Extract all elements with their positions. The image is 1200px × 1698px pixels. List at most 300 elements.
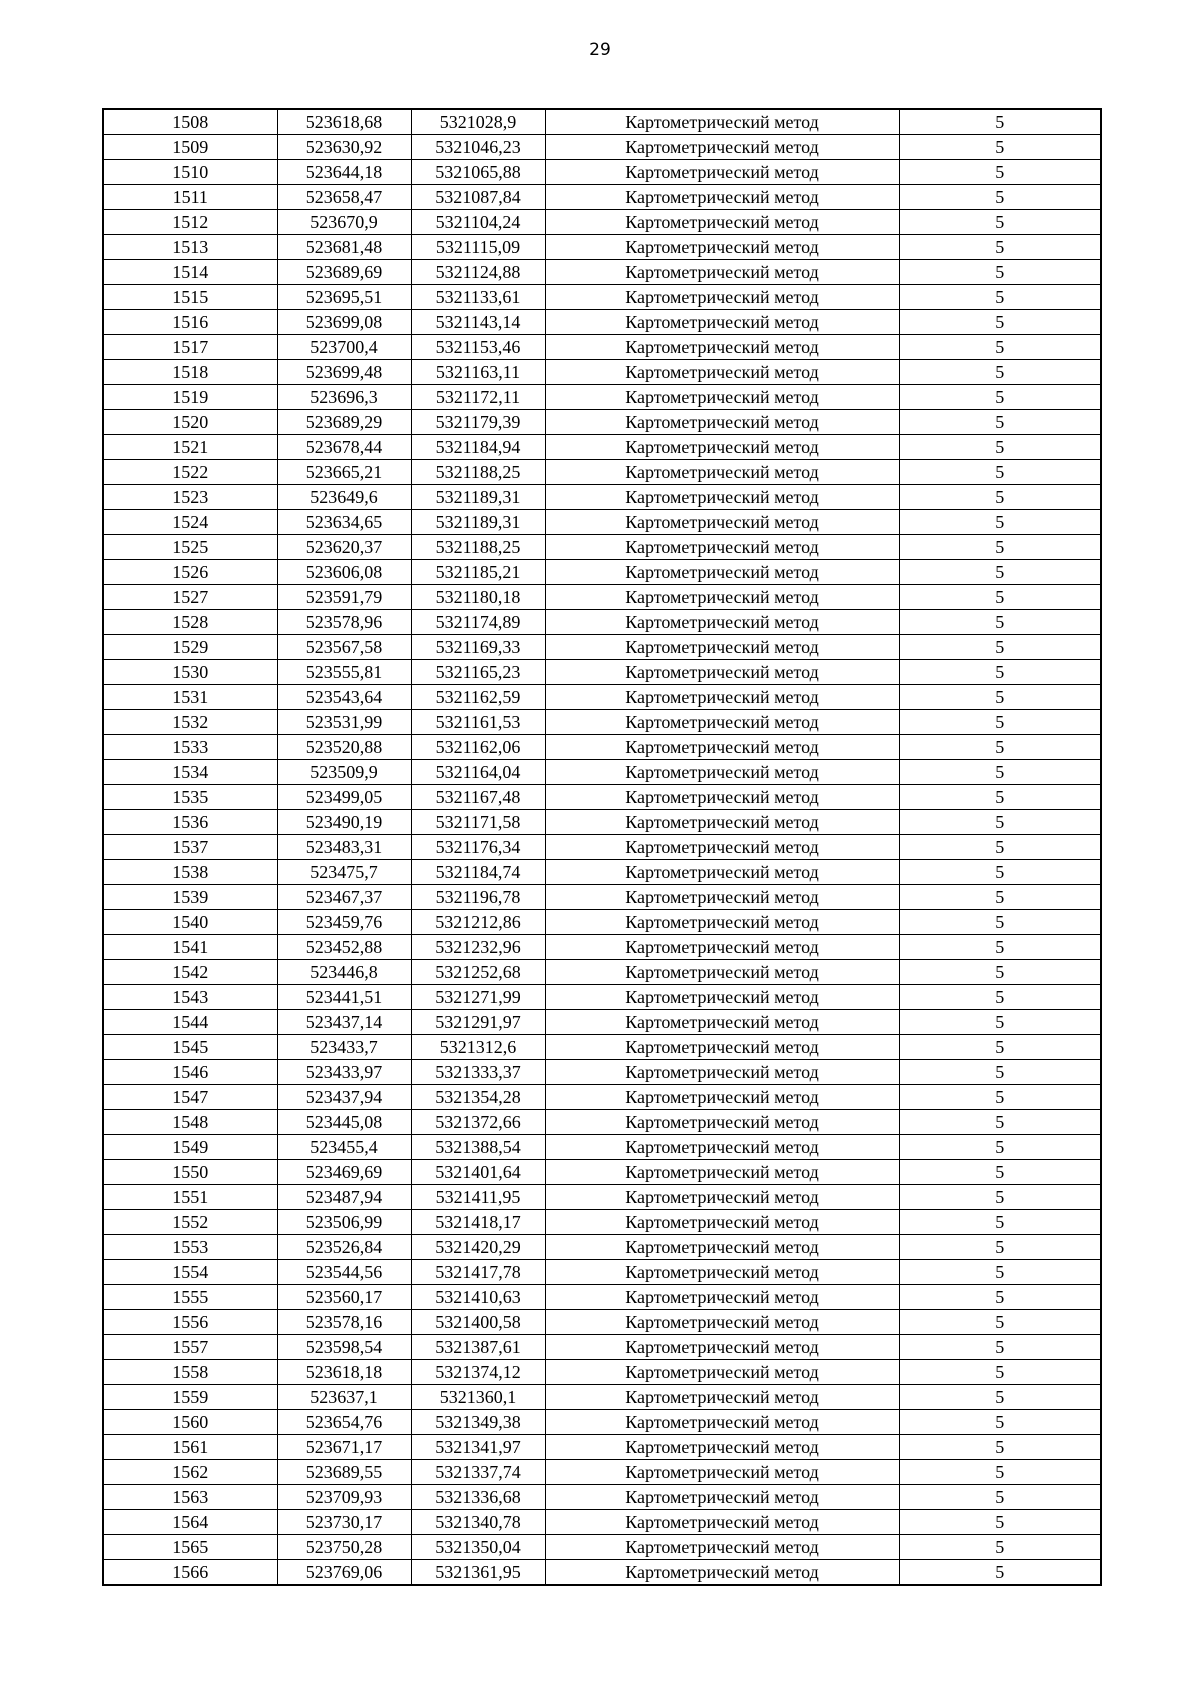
table-row <box>103 710 1101 735</box>
x-coordinate-cell: 523678,44 <box>277 435 411 460</box>
y-coordinate-cell: 5321162,59 <box>411 685 545 710</box>
point-number-cell: 1508 <box>103 109 277 135</box>
accuracy-cell: 5 <box>899 1160 1101 1185</box>
table-row <box>103 835 1101 860</box>
method-cell: Картометрический метод <box>545 1460 899 1485</box>
x-coordinate-cell: 523445,08 <box>277 1110 411 1135</box>
method-cell: Картометрический метод <box>545 1485 899 1510</box>
y-coordinate-cell: 5321104,24 <box>411 210 545 235</box>
x-coordinate-cell: 523618,68 <box>277 109 411 135</box>
y-coordinate-cell: 5321161,53 <box>411 710 545 735</box>
point-number-cell: 1531 <box>103 685 277 710</box>
point-number-cell: 1551 <box>103 1185 277 1210</box>
point-number-cell: 1536 <box>103 810 277 835</box>
point-number-cell: 1534 <box>103 760 277 785</box>
method-cell: Картометрический метод <box>545 1560 899 1586</box>
x-coordinate-cell: 523455,4 <box>277 1135 411 1160</box>
accuracy-cell: 5 <box>899 1135 1101 1160</box>
x-coordinate-cell: 523526,84 <box>277 1235 411 1260</box>
table-row <box>103 310 1101 335</box>
accuracy-cell: 5 <box>899 435 1101 460</box>
table-row <box>103 235 1101 260</box>
method-cell: Картометрический метод <box>545 810 899 835</box>
x-coordinate-cell: 523520,88 <box>277 735 411 760</box>
point-number-cell: 1522 <box>103 460 277 485</box>
point-number-cell: 1564 <box>103 1510 277 1535</box>
table-row <box>103 135 1101 160</box>
accuracy-cell: 5 <box>899 385 1101 410</box>
y-coordinate-cell: 5321312,6 <box>411 1035 545 1060</box>
method-cell: Картометрический метод <box>545 635 899 660</box>
accuracy-cell: 5 <box>899 935 1101 960</box>
y-coordinate-cell: 5321372,66 <box>411 1110 545 1135</box>
table-row <box>103 160 1101 185</box>
accuracy-cell: 5 <box>899 535 1101 560</box>
accuracy-cell: 5 <box>899 1010 1101 1035</box>
table-row <box>103 1010 1101 1035</box>
point-number-cell: 1562 <box>103 1460 277 1485</box>
point-number-cell: 1555 <box>103 1285 277 1310</box>
x-coordinate-cell: 523637,1 <box>277 1385 411 1410</box>
method-cell: Картометрический метод <box>545 860 899 885</box>
accuracy-cell: 5 <box>899 635 1101 660</box>
method-cell: Картометрический метод <box>545 1435 899 1460</box>
point-number-cell: 1544 <box>103 1010 277 1035</box>
point-number-cell: 1529 <box>103 635 277 660</box>
x-coordinate-cell: 523567,58 <box>277 635 411 660</box>
table-row <box>103 109 1101 135</box>
point-number-cell: 1547 <box>103 1085 277 1110</box>
point-number-cell: 1545 <box>103 1035 277 1060</box>
point-number-cell: 1546 <box>103 1060 277 1085</box>
x-coordinate-cell: 523620,37 <box>277 535 411 560</box>
accuracy-cell: 5 <box>899 1535 1101 1560</box>
accuracy-cell: 5 <box>899 310 1101 335</box>
accuracy-cell: 5 <box>899 1510 1101 1535</box>
y-coordinate-cell: 5321387,61 <box>411 1335 545 1360</box>
method-cell: Картометрический метод <box>545 360 899 385</box>
point-number-cell: 1541 <box>103 935 277 960</box>
point-number-cell: 1538 <box>103 860 277 885</box>
table-row <box>103 860 1101 885</box>
y-coordinate-cell: 5321411,95 <box>411 1185 545 1210</box>
point-number-cell: 1535 <box>103 785 277 810</box>
method-cell: Картометрический метод <box>545 1385 899 1410</box>
x-coordinate-cell: 523452,88 <box>277 935 411 960</box>
point-number-cell: 1539 <box>103 885 277 910</box>
x-coordinate-cell: 523560,17 <box>277 1285 411 1310</box>
point-number-cell: 1540 <box>103 910 277 935</box>
method-cell: Картометрический метод <box>545 1310 899 1335</box>
table-row <box>103 685 1101 710</box>
accuracy-cell: 5 <box>899 1085 1101 1110</box>
point-number-cell: 1521 <box>103 435 277 460</box>
point-number-cell: 1560 <box>103 1410 277 1435</box>
table-row <box>103 1485 1101 1510</box>
x-coordinate-cell: 523578,16 <box>277 1310 411 1335</box>
y-coordinate-cell: 5321400,58 <box>411 1310 545 1335</box>
accuracy-cell: 5 <box>899 360 1101 385</box>
table-row <box>103 810 1101 835</box>
y-coordinate-cell: 5321410,63 <box>411 1285 545 1310</box>
y-coordinate-cell: 5321065,88 <box>411 160 545 185</box>
method-cell: Картометрический метод <box>545 160 899 185</box>
y-coordinate-cell: 5321189,31 <box>411 485 545 510</box>
method-cell: Картометрический метод <box>545 610 899 635</box>
y-coordinate-cell: 5321340,78 <box>411 1510 545 1535</box>
table-row <box>103 885 1101 910</box>
x-coordinate-cell: 523696,3 <box>277 385 411 410</box>
table-row <box>103 1060 1101 1085</box>
accuracy-cell: 5 <box>899 1460 1101 1485</box>
x-coordinate-cell: 523670,9 <box>277 210 411 235</box>
point-number-cell: 1543 <box>103 985 277 1010</box>
method-cell: Картометрический метод <box>545 260 899 285</box>
y-coordinate-cell: 5321167,48 <box>411 785 545 810</box>
point-number-cell: 1516 <box>103 310 277 335</box>
x-coordinate-cell: 523433,97 <box>277 1060 411 1085</box>
point-number-cell: 1511 <box>103 185 277 210</box>
page-number: 29 <box>589 40 611 60</box>
table-row <box>103 435 1101 460</box>
accuracy-cell: 5 <box>899 835 1101 860</box>
y-coordinate-cell: 5321361,95 <box>411 1560 545 1586</box>
table-row <box>103 760 1101 785</box>
method-cell: Картометрический метод <box>545 885 899 910</box>
table-row <box>103 1035 1101 1060</box>
table-row <box>103 1360 1101 1385</box>
y-coordinate-cell: 5321124,88 <box>411 260 545 285</box>
accuracy-cell: 5 <box>899 485 1101 510</box>
table-row <box>103 1535 1101 1560</box>
table-row <box>103 935 1101 960</box>
x-coordinate-cell: 523769,06 <box>277 1560 411 1586</box>
method-cell: Картометрический метод <box>545 510 899 535</box>
x-coordinate-cell: 523644,18 <box>277 160 411 185</box>
y-coordinate-cell: 5321115,09 <box>411 235 545 260</box>
point-number-cell: 1557 <box>103 1335 277 1360</box>
y-coordinate-cell: 5321189,31 <box>411 510 545 535</box>
method-cell: Картометрический метод <box>545 660 899 685</box>
point-number-cell: 1542 <box>103 960 277 985</box>
accuracy-cell: 5 <box>899 760 1101 785</box>
method-cell: Картометрический метод <box>545 1210 899 1235</box>
accuracy-cell: 5 <box>899 285 1101 310</box>
x-coordinate-cell: 523555,81 <box>277 660 411 685</box>
point-number-cell: 1537 <box>103 835 277 860</box>
table-row <box>103 1460 1101 1485</box>
table-row <box>103 785 1101 810</box>
y-coordinate-cell: 5321401,64 <box>411 1160 545 1185</box>
y-coordinate-cell: 5321349,38 <box>411 1410 545 1435</box>
accuracy-cell: 5 <box>899 960 1101 985</box>
table-row <box>103 485 1101 510</box>
accuracy-cell: 5 <box>899 1385 1101 1410</box>
point-number-cell: 1549 <box>103 1135 277 1160</box>
accuracy-cell: 5 <box>899 660 1101 685</box>
table-row <box>103 1210 1101 1235</box>
x-coordinate-cell: 523487,94 <box>277 1185 411 1210</box>
accuracy-cell: 5 <box>899 1235 1101 1260</box>
y-coordinate-cell: 5321350,04 <box>411 1535 545 1560</box>
x-coordinate-cell: 523467,37 <box>277 885 411 910</box>
table-row <box>103 1310 1101 1335</box>
y-coordinate-cell: 5321337,74 <box>411 1460 545 1485</box>
accuracy-cell: 5 <box>899 1310 1101 1335</box>
method-cell: Картометрический метод <box>545 109 899 135</box>
table-row <box>103 960 1101 985</box>
accuracy-cell: 5 <box>899 135 1101 160</box>
x-coordinate-cell: 523441,51 <box>277 985 411 1010</box>
table-row <box>103 185 1101 210</box>
accuracy-cell: 5 <box>899 235 1101 260</box>
table-row <box>103 910 1101 935</box>
y-coordinate-cell: 5321133,61 <box>411 285 545 310</box>
x-coordinate-cell: 523699,08 <box>277 310 411 335</box>
point-number-cell: 1526 <box>103 560 277 585</box>
point-number-cell: 1561 <box>103 1435 277 1460</box>
accuracy-cell: 5 <box>899 1260 1101 1285</box>
table-row <box>103 1285 1101 1310</box>
method-cell: Картометрический метод <box>545 985 899 1010</box>
x-coordinate-cell: 523578,96 <box>277 610 411 635</box>
method-cell: Картометрический метод <box>545 1535 899 1560</box>
x-coordinate-cell: 523446,8 <box>277 960 411 985</box>
method-cell: Картометрический метод <box>545 935 899 960</box>
table-row <box>103 1385 1101 1410</box>
table-row <box>103 1510 1101 1535</box>
accuracy-cell: 5 <box>899 1335 1101 1360</box>
table-row <box>103 510 1101 535</box>
y-coordinate-cell: 5321252,68 <box>411 960 545 985</box>
x-coordinate-cell: 523591,79 <box>277 585 411 610</box>
table-row <box>103 335 1101 360</box>
accuracy-cell: 5 <box>899 1360 1101 1385</box>
accuracy-cell: 5 <box>899 160 1101 185</box>
method-cell: Картометрический метод <box>545 385 899 410</box>
point-number-cell: 1559 <box>103 1385 277 1410</box>
point-number-cell: 1512 <box>103 210 277 235</box>
point-number-cell: 1520 <box>103 410 277 435</box>
point-number-cell: 1528 <box>103 610 277 635</box>
y-coordinate-cell: 5321418,17 <box>411 1210 545 1235</box>
accuracy-cell: 5 <box>899 335 1101 360</box>
table-row <box>103 1135 1101 1160</box>
accuracy-cell: 5 <box>899 109 1101 135</box>
y-coordinate-cell: 5321184,74 <box>411 860 545 885</box>
method-cell: Картометрический метод <box>545 1060 899 1085</box>
table-row <box>103 635 1101 660</box>
point-number-cell: 1552 <box>103 1210 277 1235</box>
accuracy-cell: 5 <box>899 1410 1101 1435</box>
method-cell: Картометрический метод <box>545 1360 899 1385</box>
y-coordinate-cell: 5321184,94 <box>411 435 545 460</box>
y-coordinate-cell: 5321354,28 <box>411 1085 545 1110</box>
point-number-cell: 1550 <box>103 1160 277 1185</box>
x-coordinate-cell: 523654,76 <box>277 1410 411 1435</box>
y-coordinate-cell: 5321333,37 <box>411 1060 545 1085</box>
y-coordinate-cell: 5321164,04 <box>411 760 545 785</box>
point-number-cell: 1553 <box>103 1235 277 1260</box>
point-number-cell: 1519 <box>103 385 277 410</box>
point-number-cell: 1558 <box>103 1360 277 1385</box>
x-coordinate-cell: 523689,69 <box>277 260 411 285</box>
method-cell: Картометрический метод <box>545 310 899 335</box>
x-coordinate-cell: 523433,7 <box>277 1035 411 1060</box>
y-coordinate-cell: 5321046,23 <box>411 135 545 160</box>
method-cell: Картометрический метод <box>545 335 899 360</box>
method-cell: Картометрический метод <box>545 535 899 560</box>
table-row <box>103 660 1101 685</box>
table-row <box>103 1260 1101 1285</box>
x-coordinate-cell: 523509,9 <box>277 760 411 785</box>
accuracy-cell: 5 <box>899 185 1101 210</box>
x-coordinate-cell: 523709,93 <box>277 1485 411 1510</box>
x-coordinate-cell: 523671,17 <box>277 1435 411 1460</box>
point-number-cell: 1509 <box>103 135 277 160</box>
method-cell: Картометрический метод <box>545 1035 899 1060</box>
accuracy-cell: 5 <box>899 610 1101 635</box>
accuracy-cell: 5 <box>899 410 1101 435</box>
x-coordinate-cell: 523483,31 <box>277 835 411 860</box>
method-cell: Картометрический метод <box>545 285 899 310</box>
method-cell: Картометрический метод <box>545 960 899 985</box>
table-row <box>103 285 1101 310</box>
table-row <box>103 585 1101 610</box>
table-row <box>103 1085 1101 1110</box>
accuracy-cell: 5 <box>899 1185 1101 1210</box>
method-cell: Картометрический метод <box>545 1135 899 1160</box>
coordinates-table <box>102 108 1102 1586</box>
method-cell: Картометрический метод <box>545 1335 899 1360</box>
accuracy-cell: 5 <box>899 585 1101 610</box>
accuracy-cell: 5 <box>899 1210 1101 1235</box>
x-coordinate-cell: 523689,55 <box>277 1460 411 1485</box>
y-coordinate-cell: 5321291,97 <box>411 1010 545 1035</box>
table-row <box>103 260 1101 285</box>
accuracy-cell: 5 <box>899 1285 1101 1310</box>
y-coordinate-cell: 5321165,23 <box>411 660 545 685</box>
point-number-cell: 1556 <box>103 1310 277 1335</box>
y-coordinate-cell: 5321341,97 <box>411 1435 545 1460</box>
method-cell: Картометрический метод <box>545 710 899 735</box>
method-cell: Картометрический метод <box>545 685 899 710</box>
x-coordinate-cell: 523490,19 <box>277 810 411 835</box>
accuracy-cell: 5 <box>899 1060 1101 1085</box>
accuracy-cell: 5 <box>899 1560 1101 1586</box>
method-cell: Картометрический метод <box>545 1110 899 1135</box>
method-cell: Картометрический метод <box>545 560 899 585</box>
table-row <box>103 1410 1101 1435</box>
method-cell: Картометрический метод <box>545 1510 899 1535</box>
accuracy-cell: 5 <box>899 1035 1101 1060</box>
y-coordinate-cell: 5321179,39 <box>411 410 545 435</box>
method-cell: Картометрический метод <box>545 1285 899 1310</box>
accuracy-cell: 5 <box>899 985 1101 1010</box>
point-number-cell: 1523 <box>103 485 277 510</box>
table-row <box>103 460 1101 485</box>
y-coordinate-cell: 5321169,33 <box>411 635 545 660</box>
method-cell: Картометрический метод <box>545 235 899 260</box>
point-number-cell: 1514 <box>103 260 277 285</box>
y-coordinate-cell: 5321336,68 <box>411 1485 545 1510</box>
accuracy-cell: 5 <box>899 735 1101 760</box>
point-number-cell: 1524 <box>103 510 277 535</box>
table-row <box>103 210 1101 235</box>
x-coordinate-cell: 523469,69 <box>277 1160 411 1185</box>
y-coordinate-cell: 5321420,29 <box>411 1235 545 1260</box>
method-cell: Картометрический метод <box>545 1160 899 1185</box>
point-number-cell: 1566 <box>103 1560 277 1586</box>
method-cell: Картометрический метод <box>545 210 899 235</box>
accuracy-cell: 5 <box>899 885 1101 910</box>
table-row <box>103 1435 1101 1460</box>
y-coordinate-cell: 5321162,06 <box>411 735 545 760</box>
method-cell: Картометрический метод <box>545 185 899 210</box>
table-row <box>103 1110 1101 1135</box>
method-cell: Картометрический метод <box>545 410 899 435</box>
x-coordinate-cell: 523531,99 <box>277 710 411 735</box>
x-coordinate-cell: 523437,94 <box>277 1085 411 1110</box>
point-number-cell: 1517 <box>103 335 277 360</box>
table-row <box>103 1160 1101 1185</box>
y-coordinate-cell: 5321143,14 <box>411 310 545 335</box>
accuracy-cell: 5 <box>899 210 1101 235</box>
y-coordinate-cell: 5321271,99 <box>411 985 545 1010</box>
y-coordinate-cell: 5321174,89 <box>411 610 545 635</box>
accuracy-cell: 5 <box>899 1485 1101 1510</box>
x-coordinate-cell: 523499,05 <box>277 785 411 810</box>
method-cell: Картометрический метод <box>545 785 899 810</box>
method-cell: Картометрический метод <box>545 1085 899 1110</box>
x-coordinate-cell: 523665,21 <box>277 460 411 485</box>
x-coordinate-cell: 523437,14 <box>277 1010 411 1035</box>
x-coordinate-cell: 523750,28 <box>277 1535 411 1560</box>
x-coordinate-cell: 523543,64 <box>277 685 411 710</box>
method-cell: Картометрический метод <box>545 435 899 460</box>
x-coordinate-cell: 523699,48 <box>277 360 411 385</box>
y-coordinate-cell: 5321388,54 <box>411 1135 545 1160</box>
method-cell: Картометрический метод <box>545 735 899 760</box>
y-coordinate-cell: 5321188,25 <box>411 535 545 560</box>
x-coordinate-cell: 523475,7 <box>277 860 411 885</box>
method-cell: Картометрический метод <box>545 460 899 485</box>
accuracy-cell: 5 <box>899 510 1101 535</box>
accuracy-cell: 5 <box>899 810 1101 835</box>
x-coordinate-cell: 523689,29 <box>277 410 411 435</box>
point-number-cell: 1554 <box>103 1260 277 1285</box>
y-coordinate-cell: 5321185,21 <box>411 560 545 585</box>
point-number-cell: 1518 <box>103 360 277 385</box>
table-row <box>103 410 1101 435</box>
point-number-cell: 1563 <box>103 1485 277 1510</box>
table-row <box>103 1560 1101 1586</box>
x-coordinate-cell: 523658,47 <box>277 185 411 210</box>
y-coordinate-cell: 5321360,1 <box>411 1385 545 1410</box>
y-coordinate-cell: 5321153,46 <box>411 335 545 360</box>
table-row <box>103 1335 1101 1360</box>
x-coordinate-cell: 523459,76 <box>277 910 411 935</box>
x-coordinate-cell: 523634,65 <box>277 510 411 535</box>
point-number-cell: 1565 <box>103 1535 277 1560</box>
x-coordinate-cell: 523630,92 <box>277 135 411 160</box>
y-coordinate-cell: 5321087,84 <box>411 185 545 210</box>
x-coordinate-cell: 523506,99 <box>277 1210 411 1235</box>
method-cell: Картометрический метод <box>545 910 899 935</box>
x-coordinate-cell: 523700,4 <box>277 335 411 360</box>
method-cell: Картометрический метод <box>545 760 899 785</box>
accuracy-cell: 5 <box>899 1110 1101 1135</box>
